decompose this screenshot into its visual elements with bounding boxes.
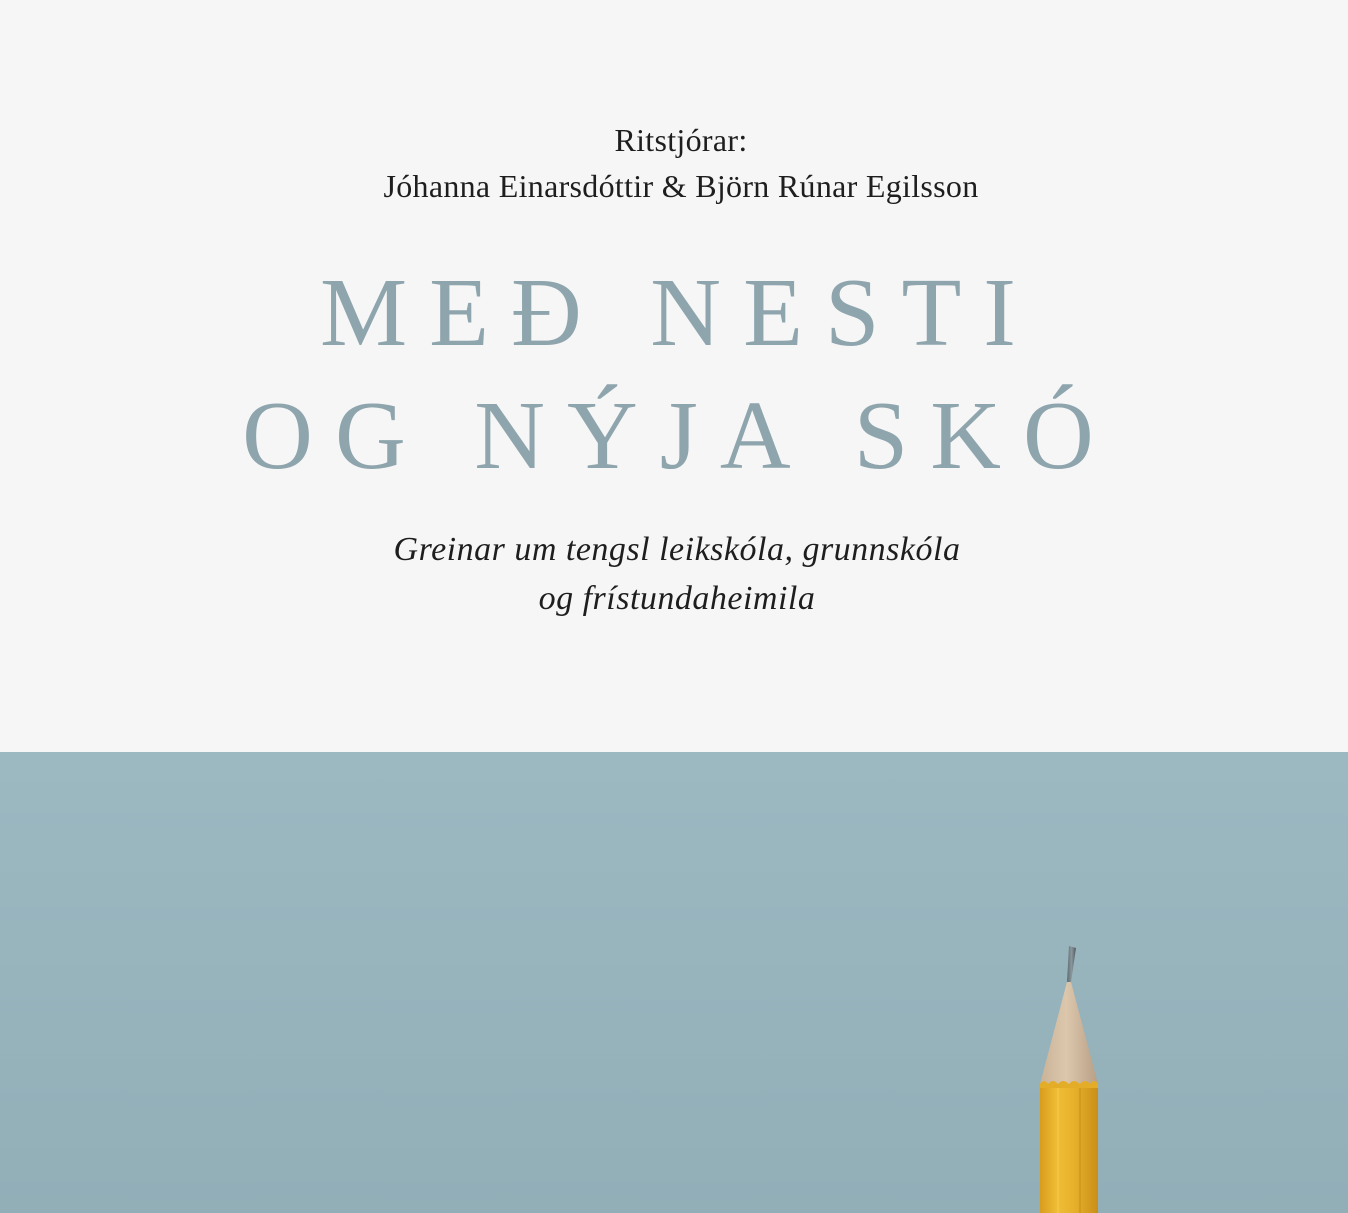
- subtitle-line-2: og frístundaheimila: [538, 580, 816, 617]
- cover-bottom-panel: [0, 752, 1348, 1213]
- editors-label: Ritstjórar:: [614, 122, 748, 158]
- pencil-wood-tip: [1040, 982, 1098, 1084]
- pencil-lead: [1067, 946, 1076, 982]
- subtitle-line-1: Greinar um tengsl leikskóla, grunnskóla: [393, 531, 961, 568]
- pencil-icon: [1036, 944, 1102, 1213]
- title-line-1: MEÐ NESTI: [320, 259, 1038, 367]
- pencil-body: [1040, 1088, 1098, 1213]
- title-line-2: OG NÝJA SKÓ: [242, 382, 1116, 490]
- editors-names: Jóhanna Einarsdóttir & Björn Rúnar Egilsson: [383, 168, 979, 204]
